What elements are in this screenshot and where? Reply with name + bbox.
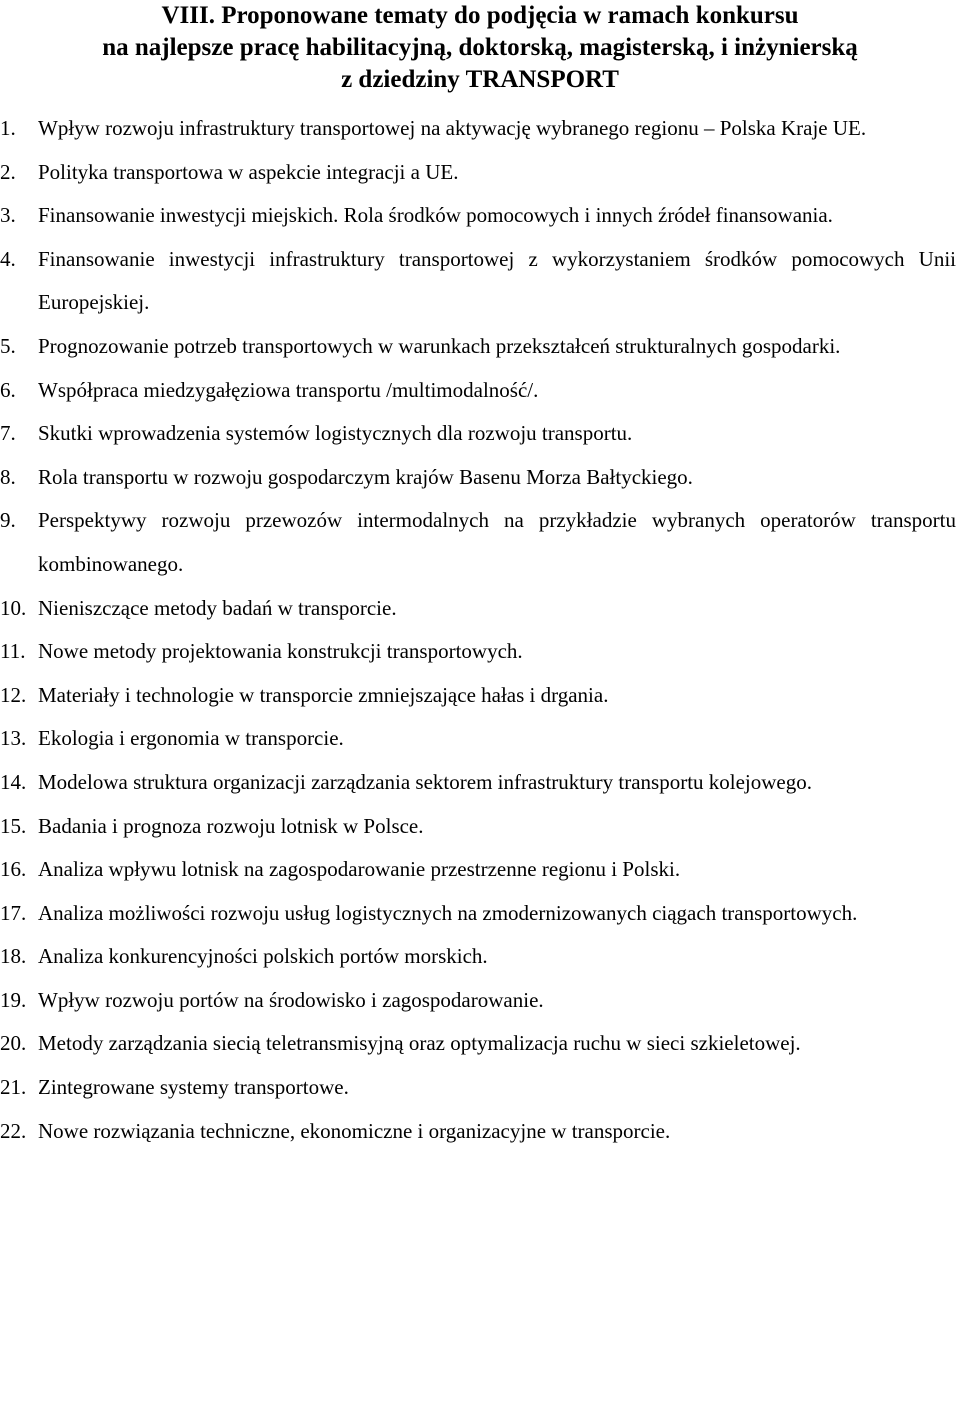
topic-number: 6. bbox=[0, 377, 16, 402]
topic-number: 2. bbox=[0, 159, 16, 184]
topic-text: Prognozowanie potrzeb transportowych w warunkach przekształceń strukturalnych gospodarki. bbox=[38, 333, 841, 358]
topic-number: 20. bbox=[0, 1031, 27, 1056]
topic-item bbox=[0, 456, 956, 500]
topic-number: 14. bbox=[0, 769, 27, 794]
topic-item bbox=[0, 238, 956, 325]
heading-line-2: na najlepsze pracę habilitacyjną, doktorską, magisterską, i inżynierską bbox=[102, 34, 858, 61]
topic-item bbox=[0, 892, 956, 936]
topic-item bbox=[0, 587, 956, 631]
topic-number: 12. bbox=[0, 682, 27, 707]
topic-item bbox=[0, 1022, 956, 1066]
topic-number: 11. bbox=[0, 639, 26, 664]
topic-item bbox=[0, 674, 956, 718]
topic-number: 17. bbox=[0, 900, 27, 925]
topic-item bbox=[0, 194, 956, 238]
topic-text: Materiały i technologie w transporcie zmniejszające hałas i drgania. bbox=[38, 682, 609, 707]
topic-item bbox=[0, 848, 956, 892]
topic-text: Finansowanie inwestycji miejskich. Rola środków pomocowych i innych źródeł finansowania. bbox=[38, 203, 833, 228]
topic-item bbox=[0, 107, 956, 151]
topic-text: Wpływ rozwoju portów na środowisko i zagospodarowanie. bbox=[38, 987, 544, 1012]
topic-number: 19. bbox=[0, 987, 27, 1012]
topic-text: Analiza wpływu lotnisk na zagospodarowanie przestrzenne regionu i Polski. bbox=[38, 857, 681, 882]
topic-item bbox=[0, 412, 956, 456]
topic-item bbox=[0, 805, 956, 849]
topic-item bbox=[0, 499, 956, 586]
topic-text: Analiza możliwości rozwoju usług logistycznych na zmodernizowanych ciągach transportowych. bbox=[38, 900, 858, 925]
topic-item bbox=[0, 761, 956, 805]
topic-text: Modelowa struktura organizacji zarządzania sektorem infrastruktury transportu kolejowego. bbox=[38, 769, 813, 794]
topic-text: Analiza konkurencyjności polskich portów morskich. bbox=[38, 944, 488, 969]
topic-number: 18. bbox=[0, 944, 27, 969]
section-heading bbox=[0, 0, 960, 96]
topic-text: Zintegrowane systemy transportowe. bbox=[38, 1075, 349, 1100]
topic-number: 15. bbox=[0, 813, 27, 838]
topic-text: Wpływ rozwoju infrastruktury transportowej na aktywację wybranego regionu – Polska Kraje UE. bbox=[38, 116, 867, 140]
heading-line-3: z dziedziny TRANSPORT bbox=[341, 66, 619, 93]
topic-item bbox=[0, 369, 956, 413]
topic-text: Współpraca miedzygałęziowa transportu /multimodalność/. bbox=[38, 377, 539, 402]
topic-item bbox=[0, 935, 956, 979]
topic-number: 5. bbox=[0, 333, 16, 358]
topic-number: 8. bbox=[0, 464, 16, 489]
topic-item bbox=[0, 325, 956, 369]
topic-text: Badania i prognoza rozwoju lotnisk w Polsce. bbox=[38, 813, 424, 838]
topic-item bbox=[0, 717, 956, 761]
topic-number: 22. bbox=[0, 1118, 27, 1143]
topic-number: 3. bbox=[0, 203, 16, 228]
topic-list bbox=[0, 107, 956, 1153]
topic-text: Nieniszczące metody badań w transporcie. bbox=[38, 595, 397, 620]
topic-text: Nowe metody projektowania konstrukcji transportowych. bbox=[38, 639, 523, 664]
topic-number: 4. bbox=[0, 246, 16, 271]
topic-text: Polityka transportowa w aspekcie integracji a UE. bbox=[38, 159, 459, 184]
topic-text: Metody zarządzania siecią teletransmisyjną oraz optymalizacja ruchu w sieci szkieletowej. bbox=[38, 1031, 801, 1056]
topic-text: Skutki wprowadzenia systemów logistycznych dla rozwoju transportu. bbox=[38, 421, 633, 446]
topic-item bbox=[0, 979, 956, 1023]
topic-number: 13. bbox=[0, 726, 27, 751]
topic-text: Perspektywy rozwoju przewozów intermodalnych na przykładzie wybranych operatorów transportu kombinowanego. bbox=[38, 508, 956, 576]
topic-item bbox=[0, 1110, 956, 1154]
topic-text: Nowe rozwiązania techniczne, ekonomiczne i organizacyjne w transporcie. bbox=[38, 1118, 671, 1143]
topic-text: Finansowanie inwestycji infrastruktury transportowej z wykorzystaniem środków pomocowych Unii Europejskiej. bbox=[38, 246, 956, 315]
topic-item bbox=[0, 151, 956, 195]
topic-number: 10. bbox=[0, 595, 27, 620]
topic-number: 1. bbox=[0, 116, 16, 140]
topic-item bbox=[0, 630, 956, 674]
topic-text: Ekologia i ergonomia w transporcie. bbox=[38, 726, 344, 751]
topic-text: Rola transportu w rozwoju gospodarczym krajów Basenu Morza Bałtyckiego. bbox=[38, 464, 693, 489]
topic-number: 16. bbox=[0, 857, 27, 882]
topic-item bbox=[0, 1066, 956, 1110]
topic-number: 7. bbox=[0, 421, 16, 446]
heading-line-1: VIII. Proponowane tematy do podjęcia w ramach konkursu bbox=[161, 2, 799, 29]
topic-number: 21. bbox=[0, 1075, 27, 1100]
topic-number: 9. bbox=[0, 508, 16, 533]
